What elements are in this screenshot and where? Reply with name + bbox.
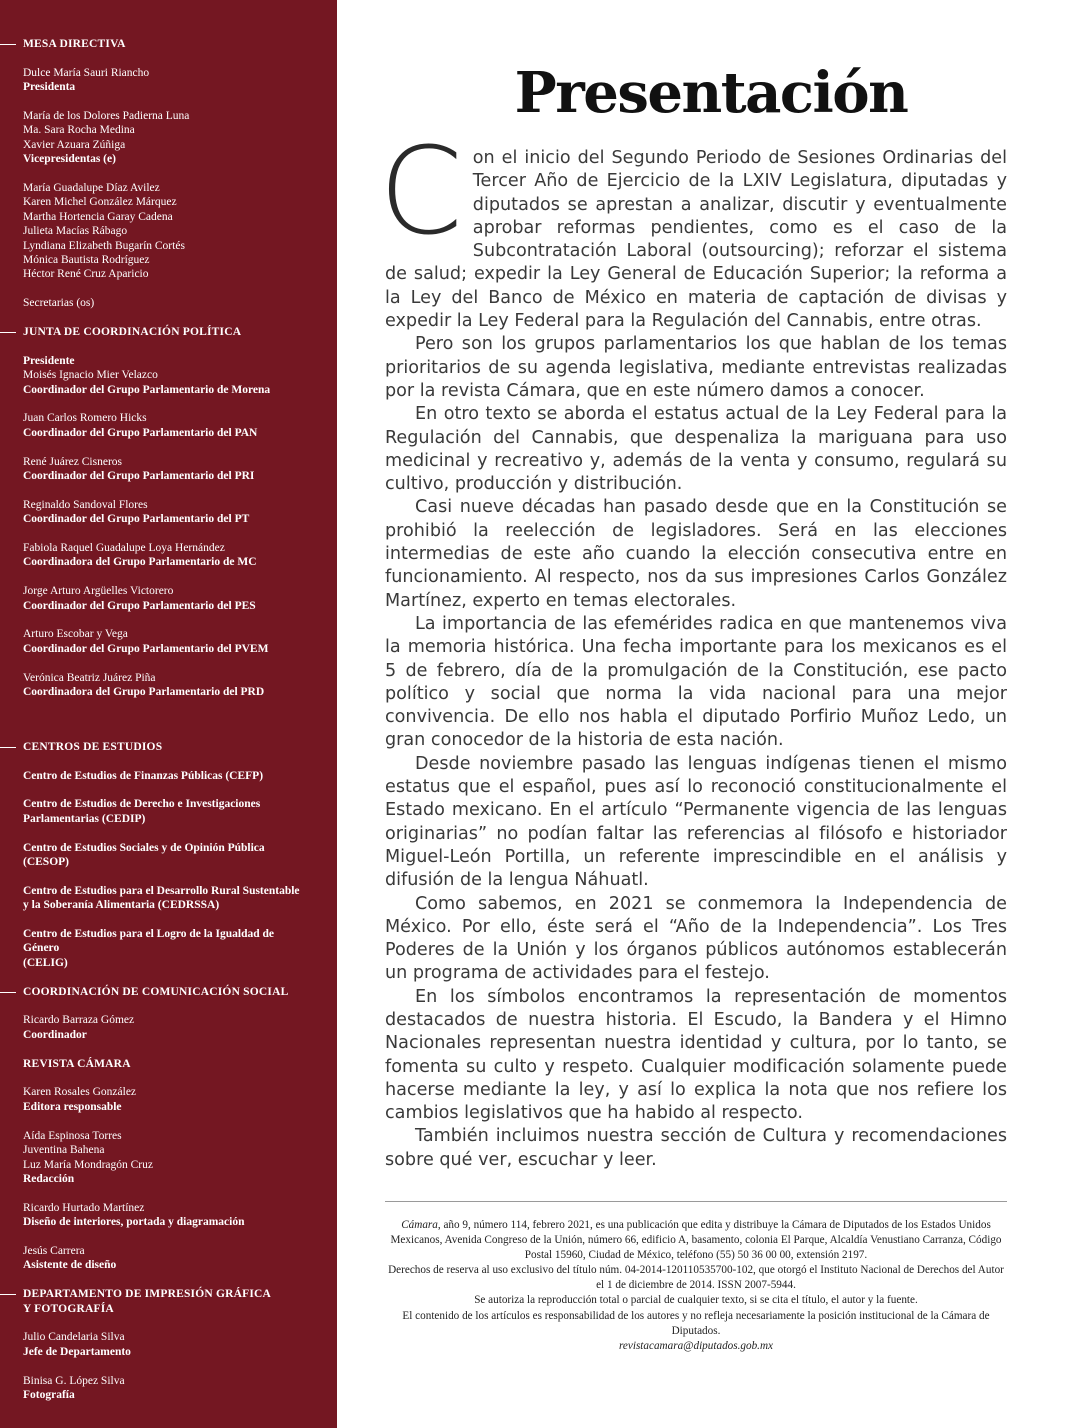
role-title: Centro de Estudios para el Desarrollo Rural Sustentable bbox=[23, 884, 300, 897]
section-revista-camara bbox=[23, 1057, 323, 1273]
role-title: Coordinadora del Grupo Parlamentario del PRD bbox=[23, 686, 265, 699]
masthead-entry bbox=[23, 1330, 323, 1359]
section-heading: COORDINACIÓN DE COMUNICACIÓN SOCIAL bbox=[23, 985, 323, 999]
credits-line: Se autoriza la reproducción total o parcial de cualquier texto, si se cita el título, el autor y la fuente. bbox=[474, 1294, 918, 1307]
article-paragraph: La importancia de las efemérides radica en que mantenemos viva la memoria histórica. Una fecha importante para los mexicanos es el 5 de febrero, día de la promulgación de la Constitución, ese pacto político y social que norma la vida nacional para una mejor convivencia. De ello nos habla el diputado Porfirio Muñoz Ledo, un gran conocedor de la historia de esta nación. bbox=[385, 613, 1007, 751]
person-name: Martha Hortencia Garay Cadena bbox=[23, 210, 173, 223]
article-title: Presentación bbox=[514, 60, 908, 126]
role-title: Redacción bbox=[23, 1172, 75, 1185]
drop-cap: C bbox=[379, 123, 463, 262]
masthead-entry bbox=[23, 841, 323, 870]
role-title: y la Soberanía Alimentaria (CEDRSSA) bbox=[23, 899, 220, 912]
person-name: Juventina Bahena bbox=[23, 1144, 105, 1157]
role-title: Presidente bbox=[23, 354, 75, 367]
publication-credits bbox=[385, 1201, 1007, 1354]
article-paragraph: Desde noviembre pasado las lenguas indígenas tienen el mismo estatus que el español, pues así lo reconoció constitucionalmente el Estado mexicano. En el artículo “Permanente vigencia de las lenguas originarias” no podían faltar las referencias al filósofo e historiador Miguel-León Portilla, un referente imprescindible en el análisis y difusión de la lengua Náhuatl. bbox=[385, 753, 1007, 891]
person-name: Reginaldo Sandoval Flores bbox=[23, 498, 148, 511]
section-impresion-grafica bbox=[23, 1287, 323, 1402]
paragraph-text: on el inicio del Segundo Periodo de Sesiones Ordinarias del Tercer Año de Ejercicio de la LXIV Legislatura, diputadas y diputados se aprestan a analizar, discutir y eventualmente aprobar reformas pendientes, como es el caso de la Subcontratación Laboral (outsourcing); reforzar el sistema de salud; expedir la Ley General de Educación Superior; la reforma a la Ley del Banco de México en materia de captación de divisas y expedir la Ley Federal para la Regulación del Cannabis, entre otras. bbox=[385, 148, 1007, 332]
article-paragraph: Casi nueve décadas han pasado desde que en la Constitución se prohibió la reelección de legisladores. Será en las elecciones intermedias de este año cuando la elección consecutiva entre en funcionamiento. Al respecto, nos da sus impresiones Carlos González Martínez, experto en temas electorales. bbox=[385, 497, 1007, 611]
masthead-entry bbox=[23, 584, 323, 613]
role-title: Centro de Estudios de Finanzas Públicas (CEFP) bbox=[23, 769, 264, 782]
masthead-entry bbox=[23, 411, 323, 440]
masthead-entry bbox=[23, 66, 323, 95]
person-name: Julio Candelaria Silva bbox=[23, 1331, 125, 1344]
person-name: Juan Carlos Romero Hicks bbox=[23, 412, 147, 425]
heading-line: Y FOTOGRAFÍA bbox=[23, 1302, 114, 1315]
masthead-entry bbox=[23, 884, 323, 913]
role-title: Coordinador del Grupo Parlamentario de Morena bbox=[23, 383, 271, 396]
role-title: Coordinador del Grupo Parlamentario del PT bbox=[23, 513, 250, 526]
article-paragraph: Pero son los grupos parlamentarios los que hablan de los temas prioritarios de su agenda legislativa, mediante entrevistas realizadas por la revista Cámara, que en este número damos a conocer. bbox=[385, 334, 1007, 401]
masthead-entry bbox=[23, 498, 323, 527]
credits-line: Cámara, año 9, número 114, febrero 2021, es una publicación que edita y distribuye la Cámara de Diputados de los Estados Unidos Mexicanos, Avenida Congreso de la Unión, número 66, edificio A, basamento, colonia El Parque, Alcaldía Venustiano Carranza, Código Postal 15960, Ciudad de México, teléfono (55) 50 36 00 00, extensión 2197. bbox=[390, 1219, 1002, 1262]
person-name: Aída Espinosa Torres bbox=[23, 1129, 122, 1142]
masthead-entry bbox=[23, 296, 323, 310]
person-name: Ricardo Hurtado Martínez bbox=[23, 1201, 145, 1214]
article-paragraph bbox=[379, 123, 1007, 333]
article-paragraph: En los símbolos encontramos la representación de momentos destacados de nuestra historia. El Escudo, la Bandera y el Himno Nacionales representan nuestra identidad y cultura, por lo tanto, se fomenta su culto y respeto. Cualquier modificación solamente puede hacerse mediante la ley, y así lo explica la nota que nos refiere los cambios legislativos que ha habido al respecto. bbox=[385, 986, 1007, 1124]
person-name: María de los Dolores Padierna Luna bbox=[23, 110, 190, 122]
masthead-sidebar bbox=[0, 0, 337, 1428]
person-name: Dulce María Sauri Riancho bbox=[23, 66, 150, 79]
person-name: René Juárez Cisneros bbox=[23, 455, 122, 468]
section-mesa-directiva bbox=[23, 37, 323, 311]
role-title: Parlamentarias (CEDIP) bbox=[23, 812, 146, 825]
person-name: Jorge Arturo Argüelles Victorero bbox=[23, 585, 174, 598]
person-name: Xavier Azuara Zúñiga bbox=[23, 138, 126, 151]
person-name: Moisés Ignacio Mier Velazco bbox=[23, 369, 158, 382]
masthead-entry bbox=[23, 1085, 323, 1114]
contact-email[interactable]: revistacamara@diputados.gob.mx bbox=[618, 1339, 774, 1352]
person-name: Secretarias (os) bbox=[23, 297, 95, 310]
masthead-entry bbox=[23, 1374, 323, 1403]
person-name: Arturo Escobar y Vega bbox=[23, 628, 128, 641]
role-title: (CESOP) bbox=[23, 856, 69, 869]
masthead-entry bbox=[23, 541, 323, 570]
article-paragraph: Como sabemos, en 2021 se conmemora la Independencia de México. Por ello, éste será el “Año de la Independencia”. Los Tres Poderes de la Unión y los órganos públicos autónomos establecerán un programa de actividades para el festejo. bbox=[385, 893, 1007, 984]
masthead-entry bbox=[23, 1201, 323, 1230]
masthead-entry bbox=[23, 109, 323, 167]
role-title: Asistente de diseño bbox=[23, 1259, 117, 1272]
role-title: Presidenta bbox=[23, 81, 76, 94]
role-title: Diseño de interiores, portada y diagramación bbox=[23, 1216, 245, 1229]
section-heading bbox=[23, 1287, 323, 1316]
role-title: Jefe de Departamento bbox=[23, 1345, 131, 1358]
heading-line: DEPARTAMENTO DE IMPRESIÓN GRÁFICA bbox=[23, 1288, 272, 1301]
masthead-entry bbox=[23, 769, 323, 783]
masthead-entry bbox=[23, 1129, 323, 1187]
role-title: Editora responsable bbox=[23, 1100, 122, 1113]
role-title: Coordinador del Grupo Parlamentario del PRI bbox=[23, 470, 255, 483]
role-title: Fotografía bbox=[23, 1388, 75, 1401]
masthead-entry bbox=[23, 927, 323, 970]
role-title: Género bbox=[23, 942, 60, 955]
role-title: Centro de Estudios para el Logro de la Igualdad de bbox=[23, 928, 275, 941]
role-title: Centro de Estudios de Derecho e Investigaciones bbox=[23, 798, 261, 811]
person-name: Karen Rosales González bbox=[23, 1086, 137, 1099]
person-name: Karen Michel González Márquez bbox=[23, 196, 177, 209]
article-body bbox=[379, 123, 1007, 1172]
role-title: Coordinador del Grupo Parlamentario del PES bbox=[23, 599, 256, 612]
person-name: Héctor René Cruz Aparicio bbox=[23, 268, 149, 281]
masthead-entry bbox=[23, 181, 323, 282]
section-heading: JUNTA DE COORDINACIÓN POLÍTICA bbox=[23, 325, 323, 339]
section-junta-coordinacion bbox=[23, 325, 323, 699]
masthead-entry bbox=[23, 1244, 323, 1273]
role-title: Coordinadora del Grupo Parlamentario de MC bbox=[23, 556, 257, 569]
section-heading: CENTROS DE ESTUDIOS bbox=[23, 740, 323, 754]
magazine-name: Cámara bbox=[401, 1219, 438, 1231]
role-title: Centro de Estudios Sociales y de Opinión Pública bbox=[23, 841, 265, 854]
role-title: Vicepresidentas (e) bbox=[23, 153, 116, 166]
article-paragraph: También incluimos nuestra sección de Cultura y recomendaciones sobre qué ver, escuchar y leer. bbox=[385, 1126, 1007, 1170]
section-heading: MESA DIRECTIVA bbox=[23, 37, 323, 51]
person-name: Mónica Bautista Rodríguez bbox=[23, 254, 150, 267]
person-name: Fabiola Raquel Guadalupe Loya Hernández bbox=[23, 542, 225, 555]
section-comunicacion-social bbox=[23, 985, 323, 1043]
person-name: Lyndiana Elizabeth Bugarín Cortés bbox=[23, 239, 185, 252]
person-name: María Guadalupe Díaz Avilez bbox=[23, 182, 160, 195]
masthead-entry bbox=[23, 354, 323, 397]
person-name: Binisa G. López Silva bbox=[23, 1374, 125, 1387]
person-name: Verónica Beatriz Juárez Piña bbox=[23, 671, 156, 684]
credits-line: Derechos de reserva al uso exclusivo del título núm. 04-2014-120110535700-102, que otorgó el Instituto Nacional de Derechos del Autor el 1 de diciembre de 2014. ISSN 2007-5944. bbox=[388, 1264, 1004, 1292]
masthead-entry bbox=[23, 797, 323, 826]
role-title: Coordinador del Grupo Parlamentario del PVEM bbox=[23, 642, 269, 655]
role-title: (CELIG) bbox=[23, 956, 68, 969]
person-name: Ma. Sara Rocha Medina bbox=[23, 124, 135, 137]
credits-line: El contenido de los artículos es responsabilidad de los autores y no refleja necesariamente la posición institucional de la Cámara de Diputados. bbox=[402, 1309, 990, 1337]
person-name: Julieta Macías Rábago bbox=[23, 225, 128, 238]
masthead-entry bbox=[23, 671, 323, 700]
person-name: Ricardo Barraza Gómez bbox=[23, 1014, 135, 1027]
person-name: Jesús Carrera bbox=[23, 1244, 85, 1257]
masthead-entry bbox=[23, 455, 323, 484]
masthead-entry bbox=[23, 1013, 323, 1042]
section-centros-estudios bbox=[23, 740, 323, 970]
masthead-entry bbox=[23, 627, 323, 656]
article-paragraph: En otro texto se aborda el estatus actual de la Ley Federal para la Regulación del Cannabis, que despenaliza la mariguana para uso medicinal y recreativo y, además de la venta y consumo, regulará su cultivo, producción y distribución. bbox=[385, 404, 1007, 495]
section-heading: REVISTA CÁMARA bbox=[23, 1057, 131, 1070]
role-title: Coordinador del Grupo Parlamentario del PAN bbox=[23, 426, 258, 439]
role-title: Coordinador bbox=[23, 1028, 87, 1041]
person-name: Luz María Mondragón Cruz bbox=[23, 1158, 153, 1171]
